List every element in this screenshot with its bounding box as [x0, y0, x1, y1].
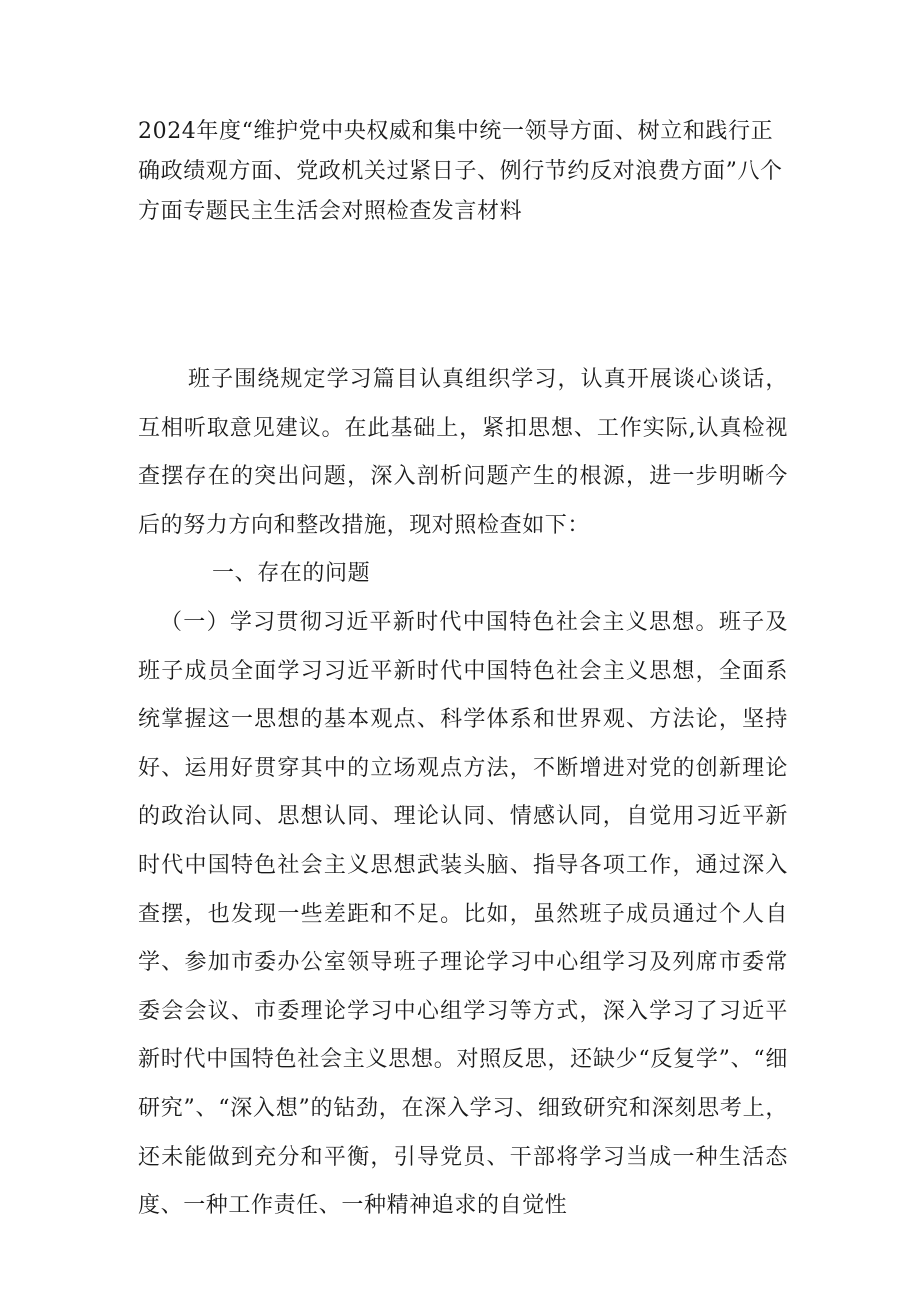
document-title: 2024年度“维护党中央权威和集中统一领导方面、树立和践行正确政绩观方面、党政机关过紧日子、例行节约反对浪费方面”八个方面专题民主生活会对照检查发言材料 — [138, 119, 783, 224]
intro-paragraph: 班子围绕规定学习篇目认真组织学习，认真开展谈心谈话，互相听取意见建议。在此基础上，紧扣思想、工作实际,认真检视查摆存在的突出问题，深入剖析问题产生的根源，进一步明晰今后的努力方向和整改措施，现对照检查如下： — [138, 367, 788, 538]
section-heading: 一、存在的问题 — [212, 561, 371, 587]
document-body — [138, 356, 788, 1231]
subsection-paragraph: （一）学习贯彻习近平新时代中国特色社会主义思想。班子及班子成员全面学习习近平新时代中国特色社会主义思想，全面系统掌握这一思想的基本观点、科学体系和世界观、方法论，坚持好、运用好贯穿其中的立场观点方法，不断增进对党的创新理论的政治认同、思想认同、理论认同、情感认同，自觉用习近平新时代中国特色社会主义思想武装头脑、指导各项工作，通过深入查摆，也发现一些差距和不足。比如，虽然班子成员通过个人自学、参加市委办公室领导班子理论学习中心组学习及列席市委常委会会议、市委理论学习中心组学习等方式，深入学习了习近平新时代中国特色社会主义思想。对照反思，还缺少“反复学”、“细研究”、“深入想”的钻劲，在深入学习、细致研究和深刻思考上，还未能做到充分和平衡，引导党员、干部将学习当成一种生活态度、一种工作责任、一种精神追求的自觉性 — [138, 609, 788, 1219]
